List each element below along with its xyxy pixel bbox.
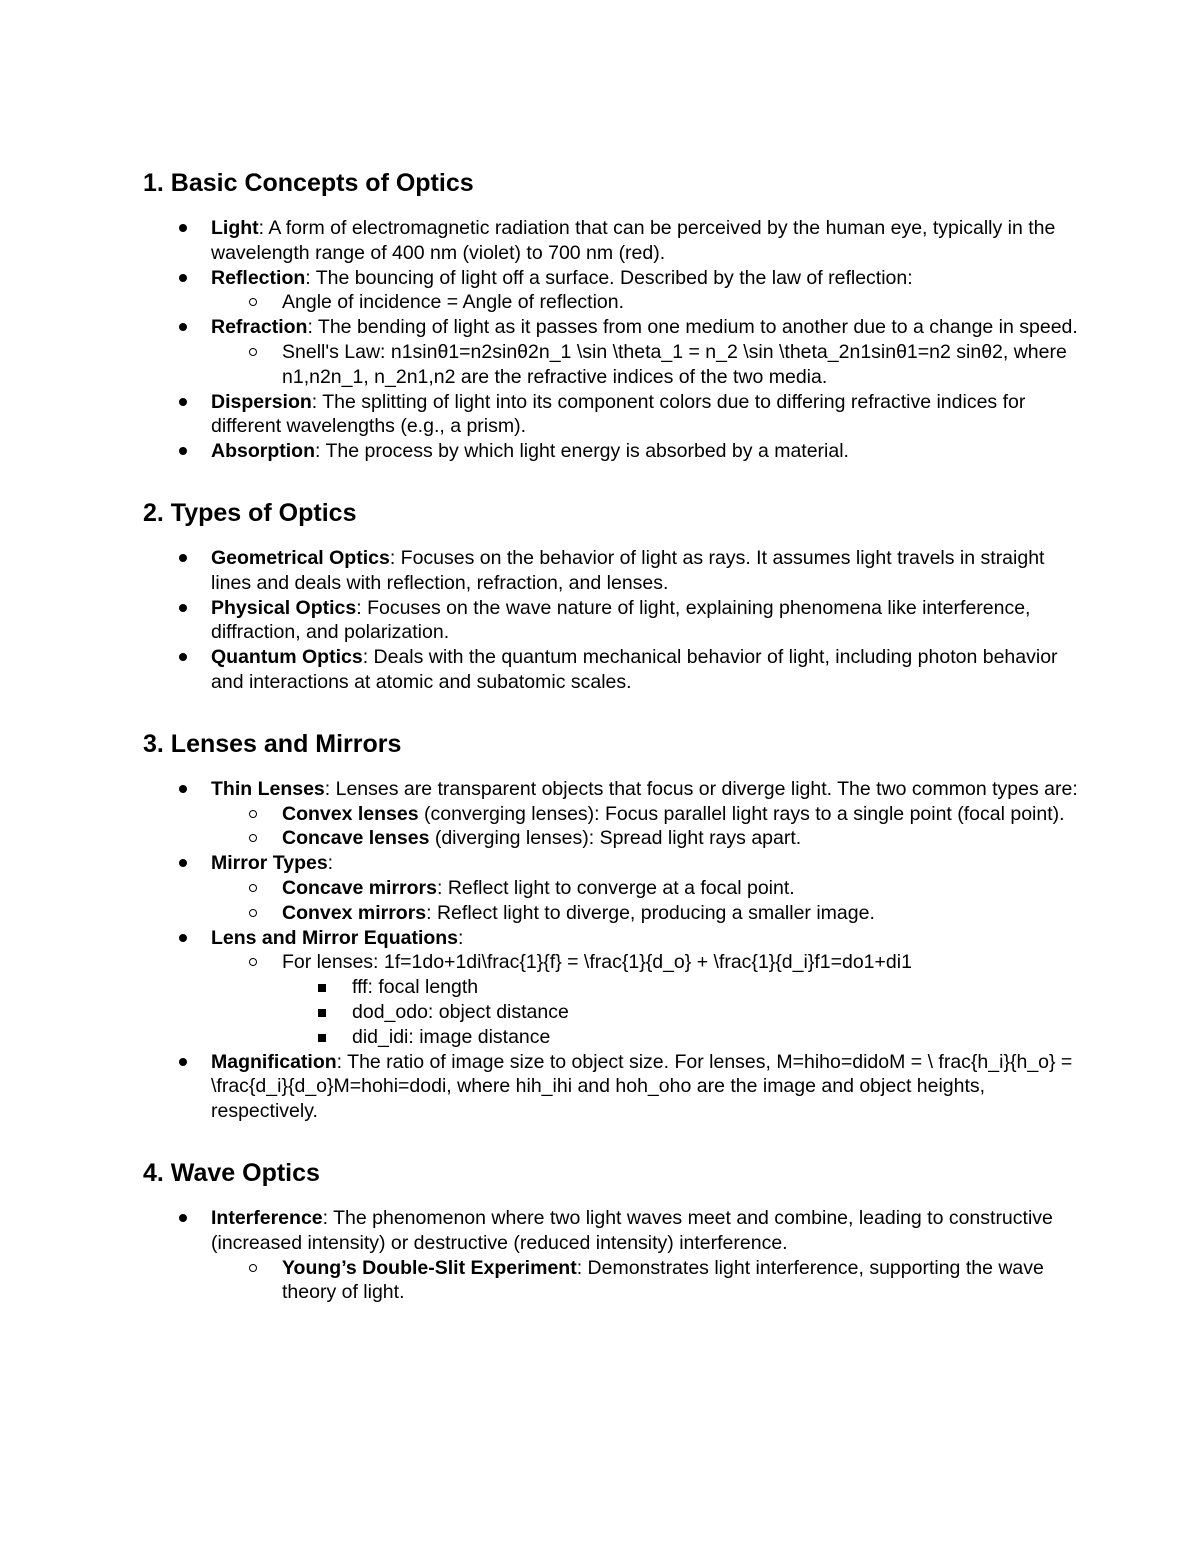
bullet-circle-icon [249,1264,257,1272]
sub-list-item [143,802,1078,827]
bullet-disc-icon [179,1214,187,1222]
list-item [143,546,1078,596]
section-heading: 1. Basic Concepts of Optics [143,169,474,197]
term-convex-mirrors: Convex mirrors [282,901,427,924]
term-concave-mirrors: Concave mirrors [282,876,437,899]
list-item [143,851,1078,876]
sub-list-item [143,950,1078,975]
bullet-disc-icon [179,785,187,793]
sub-list-item [143,290,1078,315]
bullet-disc-icon [179,398,187,406]
sub-item-text: : Reflect light to diverge, producing a smaller image. [426,901,875,924]
term-concave-lenses: Concave lenses [282,827,430,850]
bullet-disc-icon [179,447,187,455]
sub-sub-list-item [143,975,1078,1000]
bullet-list [143,1206,1078,1305]
bullet-disc-icon [179,859,187,867]
definition-text: : The process by which light energy is absorbed by a material. [314,440,849,463]
list-item [143,777,1078,802]
term-absorption: Absorption [211,440,315,463]
term-geometrical-optics: Geometrical Optics [211,546,390,569]
bullet-list [143,546,1078,695]
sub-list-item [143,876,1078,901]
focal-length-text: fff: focal length [352,976,479,999]
list-item [143,439,1078,464]
definition-text: : Lenses are transparent objects that focus or diverge light. The two common types are: [324,777,1078,800]
list-item [143,266,1078,291]
section-heading: 4. Wave Optics [143,1158,320,1187]
bullet-disc-icon [179,604,187,612]
bullet-disc-icon [179,554,187,562]
list-item [143,315,1078,340]
definition-text: : The bouncing of light off a surface. Described by the law of reflection: [305,266,913,289]
sub-item-text: (converging lenses): Focus parallel light rays to a single point (focal point). [418,802,1065,825]
bullet-disc-icon [179,274,187,282]
term-quantum-optics: Quantum Optics [211,646,363,669]
definition-text: : [458,926,464,949]
sub-item-text: : Demonstrates light interference, supporting the wave theory of light. [282,1256,1044,1304]
lens-formula-text: For lenses: 1f=1do+1di\frac{1}{f} = \frac{1}{d_o} + \frac{1}{d_i}f1=do1+di1 [282,951,912,974]
bullet-list [143,777,1078,1124]
sub-list-item [143,1256,1078,1306]
bullet-disc-icon [179,323,187,331]
list-item [143,1050,1078,1124]
section-heading: 3. Lenses and Mirrors [143,729,402,758]
term-magnification: Magnification [211,1050,337,1073]
list-item [143,390,1078,440]
bullet-circle-icon [249,348,257,356]
sub-sub-list-item [143,1000,1078,1025]
list-item [143,1206,1078,1256]
term-interference: Interference [211,1206,323,1229]
bullet-circle-icon [249,958,257,966]
list-item [143,216,1078,266]
list-item [143,645,1078,695]
bullet-circle-icon [249,834,257,842]
definition-text: : [327,852,334,875]
definition-text: : The splitting of light into its component colors due to differing refractive indices for different wavelengths (e.g., a prism). [211,390,1026,438]
definition-text: : Focuses on the wave nature of light, explaining phenomena like interference, diffraction, and polarization. [211,596,1031,644]
bullet-list [143,216,1078,464]
object-distance-text: dod_odo: object distance [352,1000,569,1023]
list-item [143,596,1078,646]
section-heading: 2. Types of Optics [143,498,357,527]
bullet-circle-icon [249,909,257,917]
list-item [143,926,1078,951]
document-content [143,164,1078,1305]
definition-text: : Deals with the quantum mechanical behavior of light, including photon behavior and interactions at atomic and subatomic scales. [211,646,1058,693]
term-convex-lenses: Convex lenses [282,802,419,825]
definition-text: : A form of electromagnetic radiation that can be perceived by the human eye, typically in the wavelength range of 400 nm (violet) to 700 nm (red). [211,217,1056,264]
sub-item-text: Snell's Law: n1sinθ1=n2sinθ2n_1 \sin \theta_1 = n_2 \sin \theta_2n1sinθ1=n2 sinθ2, where n1,n2n_1, n_2n1,n2 are the refractive indices of the two media. [282,340,1067,388]
sub-item-text: : Reflect light to converge at a focal point. [436,876,795,899]
sub-list-item [143,901,1078,926]
term-refraction: Refraction [211,316,308,339]
definition-text: : The ratio of image size to object size. For lenses, M=hiho=didoM = \ frac{h_i}{h_o} = \frac{d_i}{d_o}M=hohi=dodi, where hih_ihi and hoh_oho are the image and object heights, respectively. [211,1050,1073,1123]
sub-item-text: Angle of incidence = Angle of reflection. [282,291,625,314]
image-distance-text: did_idi: image distance [352,1025,551,1048]
bullet-disc-icon [179,224,187,232]
bullet-disc-icon [179,934,187,942]
term-lens-mirror-equations: Lens and Mirror Equations [211,926,459,949]
sub-sub-list-item [143,1025,1078,1050]
bullet-circle-icon [249,884,257,892]
bullet-disc-icon [179,653,187,661]
term-reflection: Reflection [211,266,306,289]
bullet-square-icon [318,984,326,992]
term-youngs-double-slit: Young’s Double-Slit Experiment [282,1256,577,1279]
bullet-circle-icon [249,298,257,306]
bullet-square-icon [318,1009,326,1017]
definition-text: : The bending of light as it passes from one medium to another due to a change in speed. [307,316,1078,339]
bullet-circle-icon [249,810,257,818]
term-light: Light [211,217,259,239]
sub-list-item [143,340,1078,390]
definition-text: : Focuses on the behavior of light as rays. It assumes light travels in straight lines and deals with reflection, refraction, and lenses. [211,546,1045,594]
term-physical-optics: Physical Optics [211,596,357,619]
term-dispersion: Dispersion [211,390,312,413]
term-mirror-types: Mirror Types [211,852,328,875]
sub-item-text: (diverging lenses): Spread light rays apart. [429,827,802,850]
sub-list-item [143,826,1078,851]
definition-text: : The phenomenon where two light waves meet and combine, leading to constructive (increased intensity) or destructive (reduced intensity) interference. [211,1206,1053,1254]
term-thin-lenses: Thin Lenses [211,777,325,800]
bullet-disc-icon [179,1058,187,1066]
bullet-square-icon [318,1034,326,1042]
